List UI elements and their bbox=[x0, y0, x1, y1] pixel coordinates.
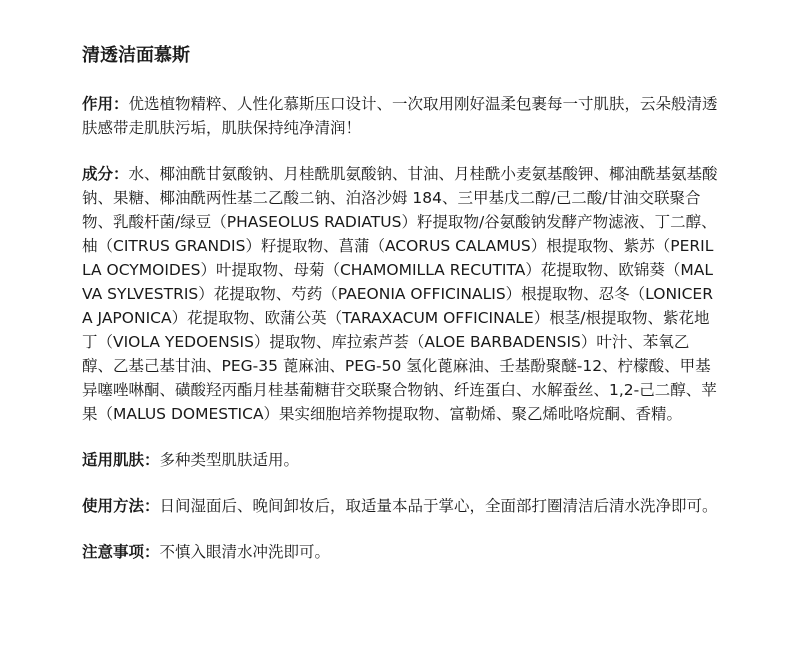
section-label-skin-type: 适用肌肤： bbox=[82, 451, 160, 469]
section-skin-type bbox=[82, 448, 718, 472]
section-label-effect: 作用： bbox=[82, 95, 129, 113]
section-text-effect: 优选植物精粹、人性化慕斯压口设计、一次取用刚好温柔包裹每一寸肌肤，云朵般清透肤感带走肌肤污垢，肌肤保持纯净清润！ bbox=[82, 95, 718, 137]
section-text-usage: 日间湿面后、晚间卸妆后，取适量本品于掌心，全面部打圈清洁后清水洗净即可。 bbox=[159, 497, 718, 515]
section-label-usage: 使用方法： bbox=[82, 497, 160, 515]
section-text-ingredients: 水、椰油酰甘氨酸钠、月桂酰肌氨酸钠、甘油、月桂酰小麦氨基酸钾、椰油酰基氨基酸钠、果糖、椰油酰两性基二乙酸二钠、泊洛沙姆 184、三甲基戊二醇/己二酸/甘油交联聚合物、乳酸杆菌/绿豆（PHASEOLUS RADIATUS）籽提取物/谷氨酸钠发酵产物滤液、丁二醇、柚（CITRUS GRANDIS）籽提取物、菖蒲（ACORUS CALAMUS）根提取物、紫苏（PERILLA OCYMOIDES）叶提取物、母菊（CHAMOMILLA RECUTITA）花提取物、欧锦葵（MALVA SYLVESTRIS）花提取物、芍药（PAEONIA OFFICINALIS）根提取物、忍冬（LONICERA JAPONICA）花提取物、欧蒲公英（TARAXACUM OFFICINALE）根茎/根提取物、紫花地丁（VIOLA YEDOENSIS）提取物、库拉索芦荟（ALOE BARBADENSIS）叶汁、苯氧乙醇、乙基己基甘油、PEG-35 蓖麻油、PEG-50 氢化蓖麻油、壬基酚聚醚-12、柠檬酸、甲基异噻唑啉酮、磺酸羟丙酯月桂基葡糖苷交联聚合物钠、纤连蛋白、水解蚕丝、1,2-己二醇、苹果（MALUS DOMESTICA）果实细胞培养物提取物、富勒烯、聚乙烯吡咯烷酮、香精。 bbox=[82, 165, 718, 423]
section-label-ingredients: 成分： bbox=[82, 165, 129, 183]
section-usage bbox=[82, 494, 718, 518]
section-effect bbox=[82, 92, 718, 140]
section-ingredients bbox=[82, 162, 718, 426]
section-notes bbox=[82, 540, 718, 564]
section-text-skin-type: 多种类型肌肤适用。 bbox=[159, 451, 300, 469]
section-text-notes: 不慎入眼清水冲洗即可。 bbox=[159, 543, 331, 561]
section-label-notes: 注意事项： bbox=[82, 543, 160, 561]
product-title: 清透洁面慕斯 bbox=[82, 45, 190, 66]
